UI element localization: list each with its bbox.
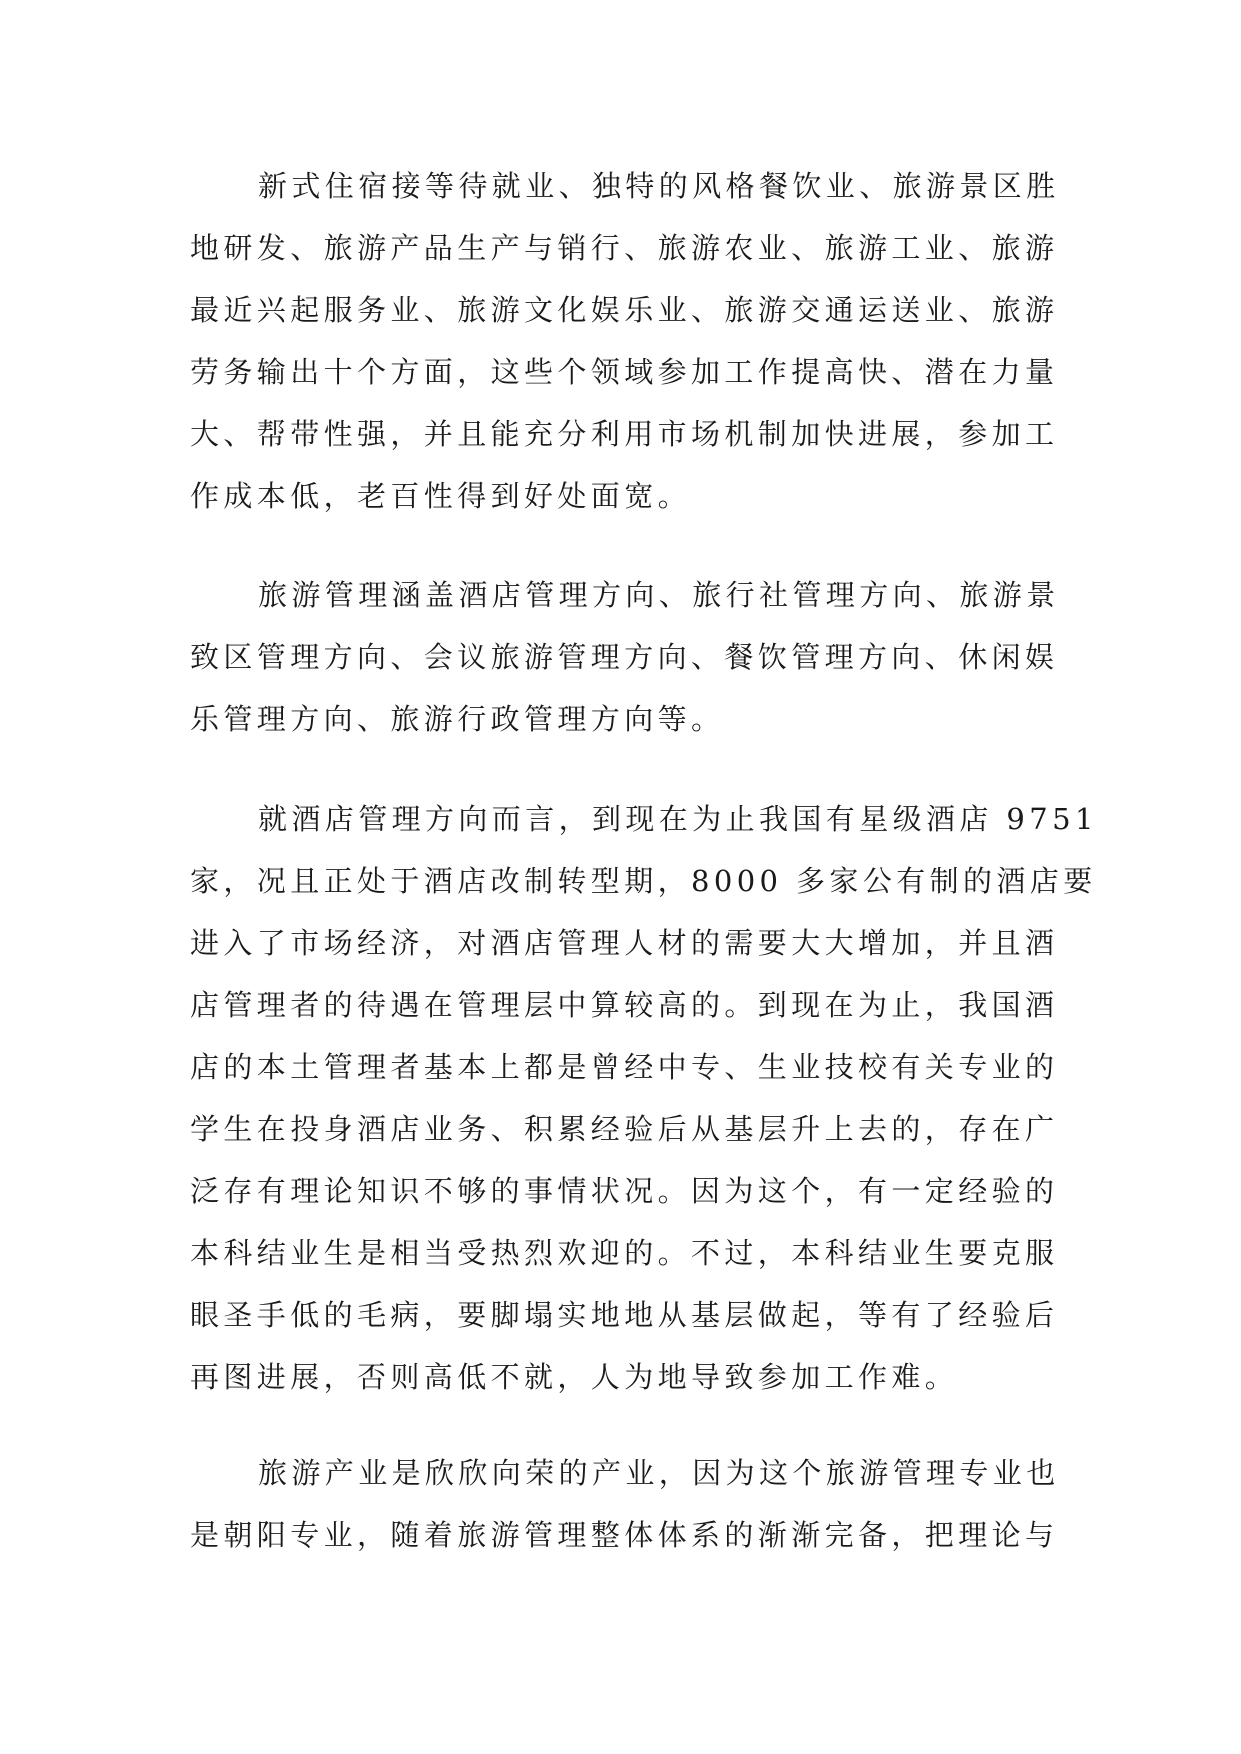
paragraph-line: 大、帮带性强，并且能充分利用市场机制加快进展，参加工 bbox=[190, 417, 1059, 451]
paragraph-line: 旅游管理涵盖酒店管理方向、旅行社管理方向、旅游景 bbox=[258, 578, 1060, 612]
paragraph-3 bbox=[190, 788, 1098, 1408]
paragraph-line: 致区管理方向、会议旅游管理方向、餐饮管理方向、休闲娱 bbox=[190, 640, 1059, 674]
paragraph-line: 进入了市场经济，对酒店管理人材的需要大大增加，并且酒 bbox=[190, 926, 1059, 960]
paragraph-line: 就酒店管理方向而言，到现在为止我国有星级酒店 9751 bbox=[258, 802, 1098, 836]
paragraph-line: 店的本土管理者基本上都是曾经中专、生业技校有关专业的 bbox=[190, 1050, 1059, 1084]
paragraph-line: 最近兴起服务业、旅游文化娱乐业、旅游交通运送业、旅游 bbox=[190, 293, 1059, 327]
paragraph-line: 再图进展，否则高低不就，人为地导致参加工作难。 bbox=[190, 1360, 959, 1394]
paragraph-2 bbox=[190, 564, 1060, 750]
paragraph-line: 旅游产业是欣欣向荣的产业，因为这个旅游管理专业也 bbox=[258, 1456, 1060, 1490]
paragraph-4 bbox=[190, 1442, 1060, 1566]
paragraph-line: 本科结业生是相当受热烈欢迎的。不过，本科结业生要克服 bbox=[190, 1236, 1059, 1270]
paragraph-line: 劳务输出十个方面，这些个领域参加工作提高快、潜在力量 bbox=[190, 355, 1059, 389]
paragraph-line: 乐管理方向、旅游行政管理方向等。 bbox=[190, 702, 725, 736]
paragraph-line: 家，况且正处于酒店改制转型期，8000 多家公有制的酒店要 bbox=[190, 864, 1097, 898]
paragraph-line: 眼圣手低的毛病，要脚塌实地地从基层做起，等有了经验后 bbox=[190, 1298, 1059, 1332]
paragraph-1 bbox=[190, 155, 1060, 527]
paragraph-line: 是朝阳专业，随着旅游管理整体体系的渐渐完备，把理论与 bbox=[190, 1518, 1059, 1552]
paragraph-line: 作成本低，老百性得到好处面宽。 bbox=[190, 479, 692, 513]
paragraph-line: 地研发、旅游产品生产与销行、旅游农业、旅游工业、旅游 bbox=[190, 231, 1059, 265]
paragraph-line: 学生在投身酒店业务、积累经验后从基层升上去的，存在广 bbox=[190, 1112, 1059, 1146]
paragraph-line: 店管理者的待遇在管理层中算较高的。到现在为止，我国酒 bbox=[190, 988, 1059, 1022]
paragraph-line: 泛存有理论知识不够的事情状况。因为这个，有一定经验的 bbox=[190, 1174, 1059, 1208]
paragraph-line: 新式住宿接等待就业、独特的风格餐饮业、旅游景区胜 bbox=[258, 169, 1060, 203]
